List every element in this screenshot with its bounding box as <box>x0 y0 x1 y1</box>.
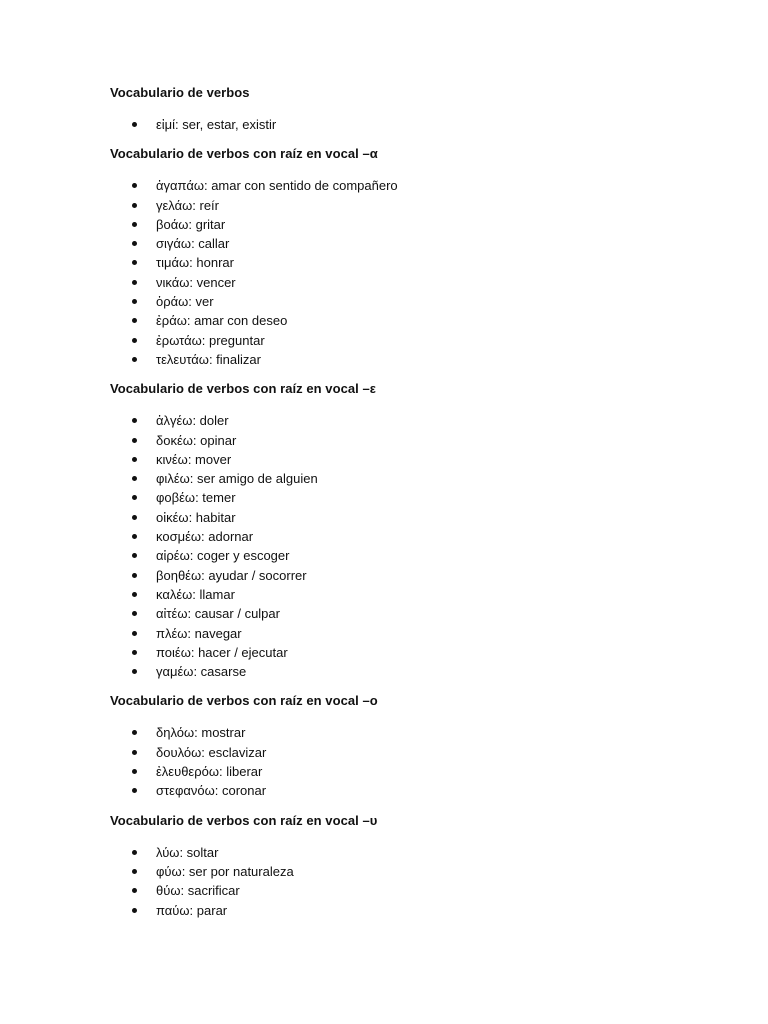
bullet-icon <box>132 338 137 343</box>
section-epsilon-verbs <box>110 380 710 681</box>
section-alpha-verbs <box>110 145 710 369</box>
bullet-icon <box>132 299 137 304</box>
verb-entry: νικάω: vencer <box>156 274 236 290</box>
verb-entry: γελάω: reír <box>156 197 219 213</box>
list-item <box>110 743 710 762</box>
bullet-icon <box>132 280 137 285</box>
list-item <box>110 662 710 681</box>
section-omicron-verbs <box>110 692 710 800</box>
verb-entry: ἀγαπάω: amar con sentido de compañero <box>156 178 398 194</box>
bullet-icon <box>132 788 137 793</box>
bullet-icon <box>132 592 137 597</box>
verb-entry: ἐρωτάω: preguntar <box>156 332 265 348</box>
verb-entry: λύω: soltar <box>156 844 219 860</box>
bullet-icon <box>132 203 137 208</box>
bullet-icon <box>132 850 137 855</box>
bullet-icon <box>132 908 137 913</box>
section-heading: Vocabulario de verbos <box>110 85 250 100</box>
bullet-icon <box>132 476 137 481</box>
verb-entry: ἐράω: amar con deseo <box>156 313 288 329</box>
list-item <box>110 115 710 134</box>
list-item <box>110 411 710 430</box>
list-item <box>110 292 710 311</box>
list-item <box>110 624 710 643</box>
bullet-icon <box>132 515 137 520</box>
section-heading: Vocabulario de verbos con raíz en vocal –α <box>110 146 378 162</box>
bullet-icon <box>132 553 137 558</box>
verb-entry: τιμάω: honrar <box>156 255 234 271</box>
verb-entry: οἰκέω: habitar <box>156 509 236 525</box>
section-upsilon-verbs <box>110 812 710 920</box>
bullet-icon <box>132 183 137 188</box>
list-item <box>110 350 710 369</box>
list-item <box>110 469 710 488</box>
list-item <box>110 450 710 469</box>
verb-entry: βοάω: gritar <box>156 216 226 232</box>
list-item <box>110 331 710 350</box>
list-item <box>110 901 710 920</box>
verb-entry: φοβέω: temer <box>156 490 236 506</box>
bullet-icon <box>132 650 137 655</box>
bullet-icon <box>132 730 137 735</box>
list-item <box>110 843 710 862</box>
list-item <box>110 273 710 292</box>
list-item <box>110 566 710 585</box>
verb-entry: ποιέω: hacer / ejecutar <box>156 644 288 660</box>
section-heading: Vocabulario de verbos con raíz en vocal –υ <box>110 812 378 828</box>
list-item <box>110 234 710 253</box>
verb-entry: σιγάω: callar <box>156 236 230 252</box>
verb-entry: κινέω: mover <box>156 451 232 467</box>
list-item <box>110 311 710 330</box>
bullet-icon <box>132 669 137 674</box>
verb-entry: αἱρέω: coger y escoger <box>156 548 290 564</box>
list-item <box>110 508 710 527</box>
document-page <box>110 84 710 920</box>
verb-list <box>110 843 710 920</box>
bullet-icon <box>132 534 137 539</box>
bullet-icon <box>132 241 137 246</box>
verb-entry: δουλόω: esclavizar <box>156 744 267 760</box>
section-heading: Vocabulario de verbos con raíz en vocal –ο <box>110 693 378 709</box>
verb-entry: αἰτέω: causar / culpar <box>156 606 280 622</box>
list-item <box>110 862 710 881</box>
section-general-verbs <box>110 84 710 134</box>
verb-entry: καλέω: llamar <box>156 586 235 602</box>
list-item <box>110 431 710 450</box>
verb-list <box>110 115 710 134</box>
verb-entry: θύω: sacrificar <box>156 883 240 899</box>
verb-entry: φιλέω: ser amigo de alguien <box>156 471 318 487</box>
list-item <box>110 546 710 565</box>
bullet-icon <box>132 631 137 636</box>
verb-entry: φύω: ser por naturaleza <box>156 863 294 879</box>
verb-entry: ἐλευθερόω: liberar <box>156 764 263 780</box>
list-item <box>110 196 710 215</box>
verb-entry: παύω: parar <box>156 902 228 918</box>
section-heading: Vocabulario de verbos con raíz en vocal –ε <box>110 381 376 397</box>
bullet-icon <box>132 318 137 323</box>
bullet-icon <box>132 357 137 362</box>
list-item <box>110 604 710 623</box>
bullet-icon <box>132 888 137 893</box>
list-item <box>110 762 710 781</box>
bullet-icon <box>132 457 137 462</box>
verb-entry: εἰμί: ser, estar, existir <box>156 117 277 132</box>
bullet-icon <box>132 495 137 500</box>
bullet-icon <box>132 769 137 774</box>
bullet-icon <box>132 438 137 443</box>
list-item <box>110 527 710 546</box>
bullet-icon <box>132 869 137 874</box>
verb-entry: πλέω: navegar <box>156 625 242 641</box>
list-item <box>110 215 710 234</box>
bullet-icon <box>132 222 137 227</box>
verb-entry: γαμέω: casarse <box>156 664 247 680</box>
list-item <box>110 176 710 195</box>
verb-list <box>110 176 710 369</box>
verb-entry: στεφανόω: coronar <box>156 783 267 799</box>
bullet-icon <box>132 260 137 265</box>
list-item <box>110 781 710 800</box>
verb-entry: κοσμέω: adornar <box>156 529 254 545</box>
bullet-icon <box>132 418 137 423</box>
list-item <box>110 723 710 742</box>
bullet-icon <box>132 611 137 616</box>
verb-entry: βοηθέω: ayudar / socorrer <box>156 567 307 583</box>
list-item <box>110 643 710 662</box>
verb-entry: δοκέω: opinar <box>156 432 237 448</box>
verb-list <box>110 411 710 681</box>
verb-entry: τελευτάω: finalizar <box>156 351 261 367</box>
verb-entry: δηλόω: mostrar <box>156 725 246 741</box>
list-item <box>110 488 710 507</box>
list-item <box>110 881 710 900</box>
bullet-icon <box>132 573 137 578</box>
verb-entry: ἀλγέω: doler <box>156 413 229 429</box>
bullet-icon <box>132 750 137 755</box>
verb-entry: ὁράω: ver <box>156 294 214 310</box>
list-item <box>110 585 710 604</box>
verb-list <box>110 723 710 800</box>
bullet-icon <box>132 122 137 127</box>
list-item <box>110 253 710 272</box>
